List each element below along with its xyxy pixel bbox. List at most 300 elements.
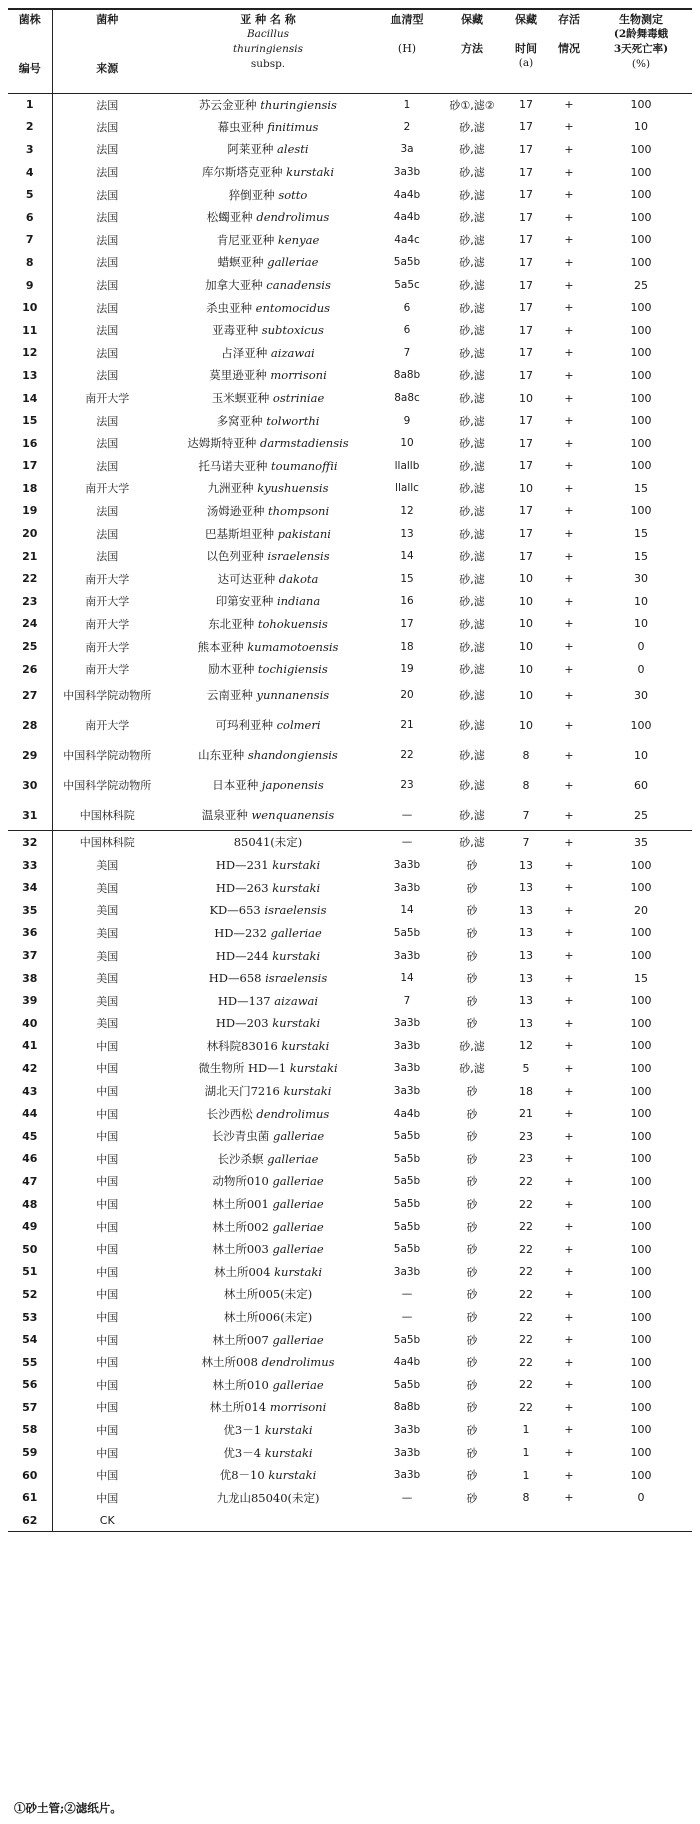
duration-cell: 10 [519, 718, 533, 732]
source-cell: CK [52, 1509, 162, 1532]
survival-cell: + [564, 1333, 574, 1347]
subspecies-latin-name: kurstaki [281, 1038, 330, 1053]
duration-cell: 13 [519, 949, 533, 962]
subspecies-cn-name: 林土所010 [212, 1377, 269, 1392]
mortality-cell: 100 [630, 1129, 652, 1143]
method-cell: 砂,滤 [459, 663, 485, 677]
subspecies-cell [162, 1464, 374, 1487]
serotype-cell: 5a5b [393, 1243, 421, 1256]
method-cell: 砂 [466, 1243, 478, 1257]
duration-cell: 17 [519, 527, 533, 541]
mortality-cell: 100 [630, 255, 652, 269]
survival-cell: + [564, 594, 574, 608]
table-row [8, 296, 692, 319]
table-row [8, 1486, 692, 1509]
subspecies-cn-name: 林土所001 [212, 1197, 269, 1212]
source-cell: 法国 [96, 233, 119, 247]
survival-cell: + [564, 549, 574, 563]
mortality-cell: 100 [630, 459, 652, 473]
subspecies-cell [162, 1283, 374, 1306]
subspecies-latin-name: galleriae [272, 1332, 324, 1347]
method-cell: 砂 [466, 1198, 478, 1212]
source-cell: 中国 [96, 1198, 119, 1212]
serotype-cell: 5a5b [393, 256, 421, 269]
subspecies-cn-name: 林土所014 [209, 1400, 267, 1415]
header-strain-id-bottom: 编号 [18, 62, 41, 75]
serotype-cell: 18 [400, 640, 414, 653]
mortality-cell: 100 [630, 994, 652, 1008]
serotype-cell: 5a5b [393, 926, 421, 939]
subspecies-cell [162, 1351, 374, 1374]
duration-cell: 22 [519, 1174, 533, 1188]
subspecies-cell [162, 854, 374, 877]
table-row [8, 229, 692, 252]
survival-cell: + [564, 718, 574, 732]
survival-cell: + [564, 949, 574, 962]
duration-cell: 8 [522, 1491, 530, 1505]
source-cell: 法国 [96, 211, 119, 225]
source-cell: 法国 [96, 279, 119, 293]
table-row [8, 206, 692, 229]
header-bioassay [590, 9, 692, 93]
subspecies-cn-name: 蜡螟亚种 [217, 255, 264, 270]
subspecies-cell [162, 432, 374, 455]
mortality-cell: 100 [630, 368, 652, 382]
source-cell: 法国 [96, 527, 119, 541]
header-subspecies-species: thuringiensis [232, 43, 304, 55]
strain-id-cell: 49 [8, 1215, 52, 1238]
mortality-cell: 10 [634, 748, 648, 762]
header-survival-top: 存活 [558, 13, 580, 26]
mortality-cell: 100 [630, 949, 652, 962]
serotype-cell: 3a [400, 143, 414, 156]
strain-id-cell: 4 [8, 161, 52, 184]
table-body [8, 93, 692, 1532]
subspecies-latin-name: galleriae [272, 1377, 324, 1392]
survival-cell: + [564, 971, 574, 985]
strain-id-cell: 42 [8, 1057, 52, 1080]
survival-cell: + [564, 1220, 574, 1234]
serotype-cell: llallb [394, 459, 420, 472]
strain-id-cell: 56 [8, 1373, 52, 1396]
subspecies-cell [162, 967, 374, 990]
method-cell: 砂 [466, 1265, 478, 1279]
source-cell: 法国 [96, 437, 119, 451]
subspecies-latin-name: dendrolimus [256, 1106, 330, 1121]
subspecies-latin-name: subtoxicus [261, 323, 324, 338]
method-cell: 砂 [466, 1017, 478, 1031]
subspecies-cn-name: 林科院83016 [206, 1038, 278, 1053]
subspecies-cn-name: 幕虫亚种 [217, 119, 264, 134]
table-row [8, 944, 692, 967]
method-cell: 砂,滤 [459, 369, 485, 383]
strain-id-cell: 12 [8, 342, 52, 365]
strain-id-cell: 60 [8, 1464, 52, 1487]
subspecies-latin-name: thompsoni [268, 503, 330, 518]
table-row [8, 1170, 692, 1193]
subspecies-latin-name: galleriae [272, 1174, 324, 1189]
serotype-cell: 5a5b [393, 1378, 421, 1391]
subspecies-cell [162, 161, 374, 184]
table-row [8, 387, 692, 410]
survival-cell: + [564, 1310, 574, 1324]
duration-cell: 18 [519, 1084, 533, 1098]
serotype-cell: 3a3b [393, 166, 421, 179]
table-row [8, 680, 692, 710]
source-cell: 美国 [96, 859, 119, 873]
method-cell: 砂 [466, 1130, 478, 1144]
duration-cell: 1 [522, 1423, 530, 1437]
subspecies-cell [162, 296, 374, 319]
table-row [8, 830, 692, 853]
method-cell: 砂,滤 [459, 1062, 485, 1076]
source-cell: 中国 [96, 1333, 119, 1347]
serotype-cell: 5a5b [393, 1175, 421, 1188]
subspecies-cell [162, 116, 374, 139]
subspecies-cn-name: 巴基斯坦亚种 [205, 526, 274, 541]
source-cell: 中国 [96, 1446, 119, 1460]
method-cell: 砂,滤 [459, 301, 485, 315]
serotype-cell: — [374, 830, 440, 853]
duration-cell: 22 [519, 1310, 533, 1324]
subspecies-cell [162, 680, 374, 710]
source-cell: 中国 [96, 1401, 119, 1415]
subspecies-latin-name: dakota [278, 571, 319, 586]
survival-cell: + [564, 98, 574, 112]
mortality-cell: 100 [630, 1265, 652, 1279]
source-cell: 中国 [96, 1243, 119, 1257]
strain-id-cell: 20 [8, 522, 52, 545]
subspecies-cell [162, 1012, 374, 1035]
duration-cell: 17 [519, 210, 533, 224]
method-cell: 砂 [466, 949, 478, 963]
serotype-cell: 14 [400, 904, 414, 917]
survival-cell: + [564, 165, 574, 179]
subspecies-cell [162, 899, 374, 922]
survival-cell: + [564, 1174, 574, 1188]
method-cell: 砂,滤 [459, 211, 485, 225]
source-cell: 法国 [96, 550, 119, 564]
subspecies-cn-name: 托马诺夫亚种 [198, 458, 268, 473]
serotype-cell: 3a3b [393, 859, 421, 872]
header-method-top: 保藏 [461, 13, 483, 26]
source-cell: 法国 [96, 414, 119, 428]
table-row [8, 1080, 692, 1103]
table-row [8, 658, 692, 681]
subspecies-cell [162, 800, 374, 830]
method-cell: 砂 [466, 926, 478, 940]
source-cell: 法国 [96, 188, 119, 202]
strain-id-cell: 6 [8, 206, 52, 229]
survival-cell: + [564, 414, 574, 428]
strain-id-cell: 3 [8, 138, 52, 161]
header-strain-id [8, 9, 52, 93]
mortality-cell: 15 [634, 527, 648, 541]
duration-cell: 17 [519, 255, 533, 269]
subspecies-cn-name: 加拿大亚种 [205, 278, 263, 293]
method-cell: 砂,滤 [459, 256, 485, 270]
subspecies-latin-name: morrisoni [270, 368, 327, 383]
strain-id-cell: 31 [8, 800, 52, 830]
header-serotype-bottom: (H) [397, 42, 417, 55]
method-cell [440, 1509, 504, 1532]
mortality-cell: 100 [630, 1016, 652, 1030]
source-cell: 法国 [96, 346, 119, 360]
method-cell: 砂,滤 [459, 482, 485, 496]
table-row [8, 116, 692, 139]
method-cell: 砂①,滤② [449, 98, 495, 112]
table-row [8, 770, 692, 800]
survival-cell: + [564, 233, 574, 247]
method-cell: 砂,滤 [459, 188, 485, 202]
survival-cell: + [564, 688, 574, 702]
subspecies-latin-name: kurstaki [268, 1468, 317, 1483]
subspecies-cell [162, 1193, 374, 1216]
source-cell: 美国 [96, 994, 119, 1008]
table-row [8, 1328, 692, 1351]
duration-cell: 5 [522, 1061, 530, 1075]
survival-cell: + [564, 1468, 574, 1482]
subspecies-cell [162, 342, 374, 365]
mortality-cell: 100 [630, 1061, 652, 1075]
header-strain-id-top: 菌株 [18, 13, 41, 26]
duration-cell: 17 [519, 459, 533, 473]
source-cell: 南开大学 [85, 640, 130, 654]
subspecies-latin-name: thuringiensis [260, 97, 337, 112]
survival-cell: + [564, 858, 574, 872]
duration-cell: 22 [519, 1333, 533, 1347]
duration-cell: 22 [519, 1355, 533, 1369]
table-row [8, 967, 692, 990]
strain-id-cell: 37 [8, 944, 52, 967]
strain-id-cell: 30 [8, 770, 52, 800]
strain-id-cell: 54 [8, 1328, 52, 1351]
method-cell: 砂,滤 [459, 689, 485, 703]
source-cell: 法国 [96, 98, 119, 112]
source-cell: 南开大学 [85, 663, 130, 677]
subspecies-cn-name: 莫里逊亚种 [209, 368, 267, 383]
subspecies-cn-name: 东北亚种 [208, 616, 255, 631]
subspecies-latin-name: dendrolimus [256, 210, 330, 225]
duration-cell: 22 [519, 1287, 533, 1301]
strain-id-cell: 17 [8, 455, 52, 478]
subspecies-latin-name: canadensis [266, 278, 331, 293]
strain-id-cell: 46 [8, 1148, 52, 1171]
table-row [8, 545, 692, 568]
strain-id-cell: 43 [8, 1080, 52, 1103]
table-row [8, 1351, 692, 1374]
subspecies-cell [162, 922, 374, 945]
source-cell: 南开大学 [85, 595, 130, 609]
subspecies-cell [162, 567, 374, 590]
subspecies-cell [162, 1419, 374, 1442]
subspecies-cn-name: 优8－10 [219, 1468, 265, 1483]
serotype-cell: 3a3b [393, 1039, 421, 1052]
source-cell: 法国 [96, 459, 119, 473]
method-cell: 砂 [466, 972, 478, 986]
survival-cell: + [564, 1039, 574, 1053]
source-cell: 法国 [96, 120, 119, 134]
subspecies-cn-name: 山东亚种 [198, 748, 245, 763]
header-subspecies [162, 9, 374, 93]
survival-cell: + [564, 1400, 574, 1414]
duration-cell: 10 [519, 481, 533, 495]
subspecies-latin-name: kyushuensis [257, 481, 329, 496]
table-row [8, 364, 692, 387]
subspecies-cell [162, 455, 374, 478]
mortality-cell: 10 [634, 594, 648, 608]
table-row [8, 1238, 692, 1261]
survival-cell: + [564, 1287, 574, 1301]
method-cell: 砂,滤 [459, 527, 485, 541]
table-row [8, 432, 692, 455]
mortality-cell: 100 [630, 436, 652, 450]
serotype-cell: 3a3b [393, 1085, 421, 1098]
header-bioassay-line3: 3天死亡率) [613, 43, 669, 55]
table-row [8, 854, 692, 877]
strain-id-cell: 32 [8, 830, 52, 853]
duration-cell: 10 [519, 594, 533, 608]
duration-cell: 13 [519, 926, 533, 940]
strain-id-cell: 13 [8, 364, 52, 387]
strain-id-cell: 25 [8, 635, 52, 658]
mortality-cell: 30 [634, 572, 648, 586]
table-row [8, 477, 692, 500]
duration-cell: 10 [519, 391, 533, 405]
duration-cell: 8 [522, 778, 530, 792]
source-cell: 中国 [96, 1220, 119, 1234]
method-cell: 砂 [466, 1423, 478, 1437]
strain-id-cell: 47 [8, 1170, 52, 1193]
header-survival [548, 9, 590, 93]
method-cell: 砂 [466, 1491, 478, 1505]
serotype-cell: — [401, 1311, 413, 1323]
header-bioassay-top: 生物测定 [619, 13, 663, 26]
header-duration-mid: 时间 [515, 42, 537, 55]
survival-cell: + [548, 830, 590, 853]
strain-id-cell: 44 [8, 1102, 52, 1125]
subspecies-cell [162, 1102, 374, 1125]
serotype-cell [374, 1509, 440, 1532]
method-cell: 砂,滤 [459, 143, 485, 157]
method-cell: 砂 [466, 1356, 478, 1370]
serotype-cell: 6 [403, 301, 411, 314]
method-cell: 砂 [466, 1175, 478, 1189]
mortality-cell: 100 [630, 1310, 652, 1324]
header-subspecies-genus: Bacillus [246, 28, 290, 40]
strain-id-cell: 55 [8, 1351, 52, 1374]
subspecies-cn-name: 熊本亚种 [197, 639, 244, 654]
duration-cell: 17 [519, 504, 533, 518]
subspecies-latin-name: kumamotoensis [247, 639, 339, 654]
source-cell: 美国 [96, 1017, 119, 1031]
header-bioassay-bottom: (%) [631, 58, 651, 70]
serotype-cell: 4a4b [393, 188, 421, 201]
subspecies-latin-name: galleriae [272, 1129, 325, 1144]
subspecies-cn-name: 达姆斯特亚种 [187, 436, 257, 451]
strain-id-cell: 7 [8, 229, 52, 252]
table-row [8, 274, 692, 297]
subspecies-latin-name: galleriae [272, 1219, 324, 1234]
mortality-cell: 100 [630, 1039, 652, 1053]
survival-cell: + [564, 662, 574, 676]
table-row [8, 1012, 692, 1035]
survival-cell: + [564, 368, 574, 382]
subspecies-cell [162, 477, 374, 500]
mortality-cell: 100 [630, 142, 652, 156]
serotype-cell: 4a4b [393, 211, 421, 224]
subspecies-latin-name: indiana [276, 594, 321, 609]
duration-cell: 1 [522, 1468, 530, 1482]
duration-cell: 17 [519, 233, 533, 247]
subspecies-latin-name: galleriae [267, 255, 319, 270]
duration-cell: 23 [519, 1129, 533, 1143]
duration-cell: 13 [519, 903, 533, 917]
method-cell: 砂,滤 [459, 779, 485, 793]
strain-id-cell: 1 [8, 93, 52, 116]
subspecies-cn-name: HD—244 [215, 948, 269, 963]
subspecies-cell [162, 138, 374, 161]
mortality-cell: 100 [630, 1107, 652, 1121]
subspecies-latin-name: tolworthi [266, 413, 320, 428]
subspecies-cell [162, 1080, 374, 1103]
method-cell: 砂,滤 [459, 719, 485, 733]
subspecies-cell [162, 1125, 374, 1148]
source-cell: 美国 [96, 881, 119, 895]
subspecies-latin-name: ostriniae [272, 391, 325, 406]
table-row [8, 522, 692, 545]
duration-cell: 17 [519, 278, 533, 292]
mortality-cell: 0 [637, 662, 645, 676]
subspecies-cell [162, 1035, 374, 1058]
table-row [8, 1102, 692, 1125]
duration-cell: 22 [519, 1400, 533, 1414]
subspecies-latin-name: dendrolimus [261, 1355, 335, 1370]
subspecies-latin-name: kurstaki [272, 880, 321, 895]
serotype-cell: 3a3b [393, 1446, 421, 1459]
strain-id-cell: 18 [8, 477, 52, 500]
serotype-cell: 10 [400, 437, 414, 450]
method-cell: 砂,滤 [459, 1039, 485, 1053]
strain-id-cell: 9 [8, 274, 52, 297]
subspecies-cell [162, 183, 374, 206]
table-row [8, 590, 692, 613]
subspecies-cn-name: 林土所006(未定) [223, 1310, 313, 1324]
mortality-cell: 100 [630, 926, 652, 940]
source-cell: 中国 [96, 1491, 119, 1505]
table-row [8, 635, 692, 658]
serotype-cell: 8a8c [394, 392, 420, 405]
subspecies-latin-name: israelensis [264, 903, 327, 918]
serotype-cell: 3a3b [393, 1423, 421, 1436]
method-cell: 砂,滤 [459, 414, 485, 428]
strain-id-cell: 8 [8, 251, 52, 274]
serotype-cell: 20 [400, 689, 414, 702]
method-cell: 砂 [466, 994, 478, 1008]
survival-cell: + [564, 1061, 574, 1075]
mortality-cell: 100 [630, 1174, 652, 1188]
method-cell: 砂,滤 [459, 324, 485, 338]
duration-cell: 17 [519, 301, 533, 315]
subspecies-cell [162, 613, 374, 636]
duration-cell: 10 [519, 572, 533, 586]
method-cell: 砂 [466, 1220, 478, 1234]
subspecies-cell [162, 1170, 374, 1193]
table-row [8, 1373, 692, 1396]
mortality-cell: 100 [630, 301, 652, 315]
subspecies-cell [162, 1328, 374, 1351]
survival-cell: + [564, 120, 574, 134]
